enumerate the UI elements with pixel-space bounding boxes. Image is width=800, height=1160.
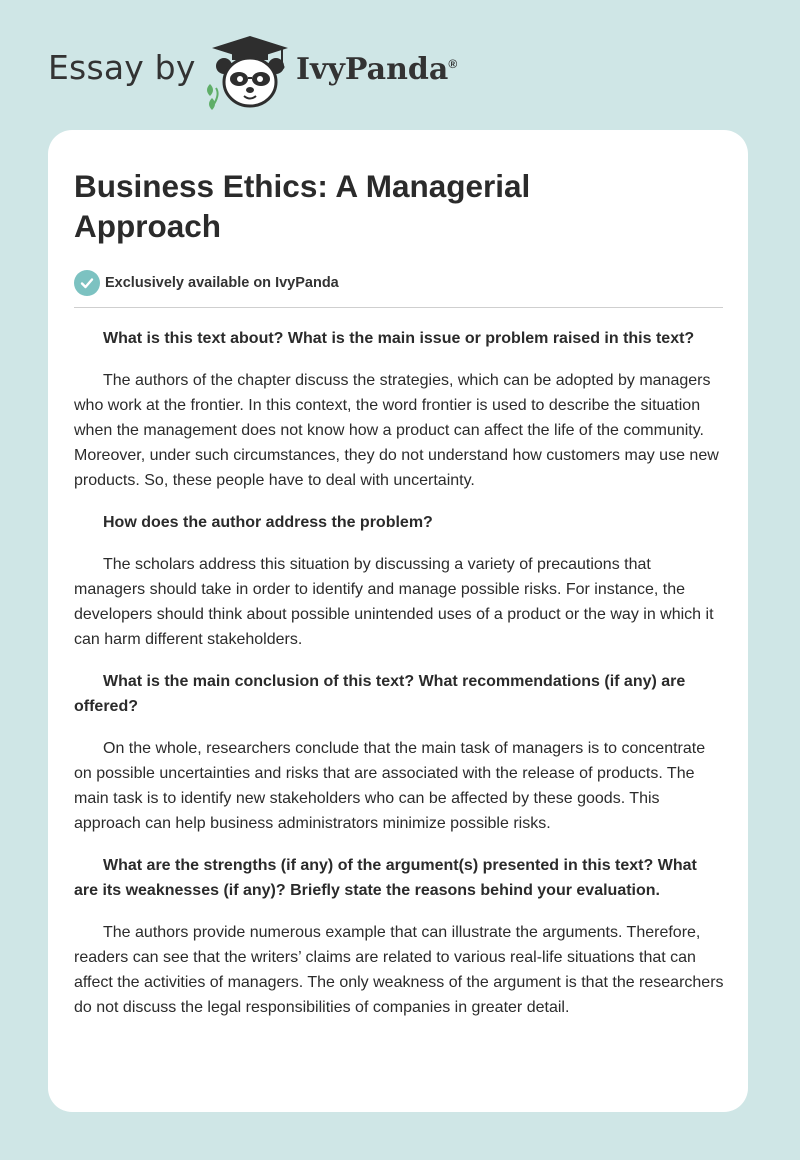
essay-title: Business Ethics: A Managerial Approach xyxy=(74,168,531,244)
section-question: What are the strengths (if any) of the argument(s) presented in this text? What are its weaknesses (if any)? Briefly state the reasons behind your evaluation. xyxy=(74,857,697,899)
essay-card xyxy=(48,130,748,1112)
site-header xyxy=(48,34,548,114)
brand-name[interactable] xyxy=(296,52,457,87)
exclusive-badge-label: Exclusively available on IvyPanda xyxy=(105,275,339,291)
section-answer: The scholars address this situation by discussing a variety of precautions that managers should take in order to identify and manage possible risks. For instance, the developers should think about possible unintended uses of a product or the way in which it can harm different stakeholders. xyxy=(74,556,714,648)
exclusive-badge xyxy=(74,269,723,308)
panda-logo-icon[interactable] xyxy=(202,34,294,110)
essay-content xyxy=(74,166,724,1037)
section-question: How does the author address the problem? xyxy=(103,514,433,531)
check-icon xyxy=(74,270,100,296)
essay-by-label: Essay by xyxy=(48,48,196,87)
registered-mark: ® xyxy=(448,57,458,71)
section-answer: On the whole, researchers conclude that the main task of managers is to concentrate on possible uncertainties and risks that are associated with the release of products. The main task is to identify new stakeholders who can be affected by these goods. This approach can help business administrators minimize possible risks. xyxy=(74,740,706,832)
section-question: What is the main conclusion of this text? What recommendations (if any) are offered? xyxy=(74,673,686,715)
section-answer: The authors of the chapter discuss the strategies, which can be adopted by managers who work at the frontier. In this context, the word frontier is used to describe the situation when the management does not know how a product can affect the life of the community. Moreover, under such circumstances, they do not understand how customers may use new products. So, these people have to deal with uncertainty. xyxy=(74,372,719,489)
brand-name-text: IvyPanda xyxy=(296,52,449,87)
section-answer: The authors provide numerous example that can illustrate the arguments. Therefore, readers can see that the writers’ claims are related to various real-life situations that can affect the activities of managers. The only weakness of the argument is that the researchers do not discuss the legal responsibilities of companies in greater detail. xyxy=(74,924,724,1016)
section-question: What is this text about? What is the main issue or problem raised in this text? xyxy=(103,330,695,347)
essay-body xyxy=(74,326,724,1020)
